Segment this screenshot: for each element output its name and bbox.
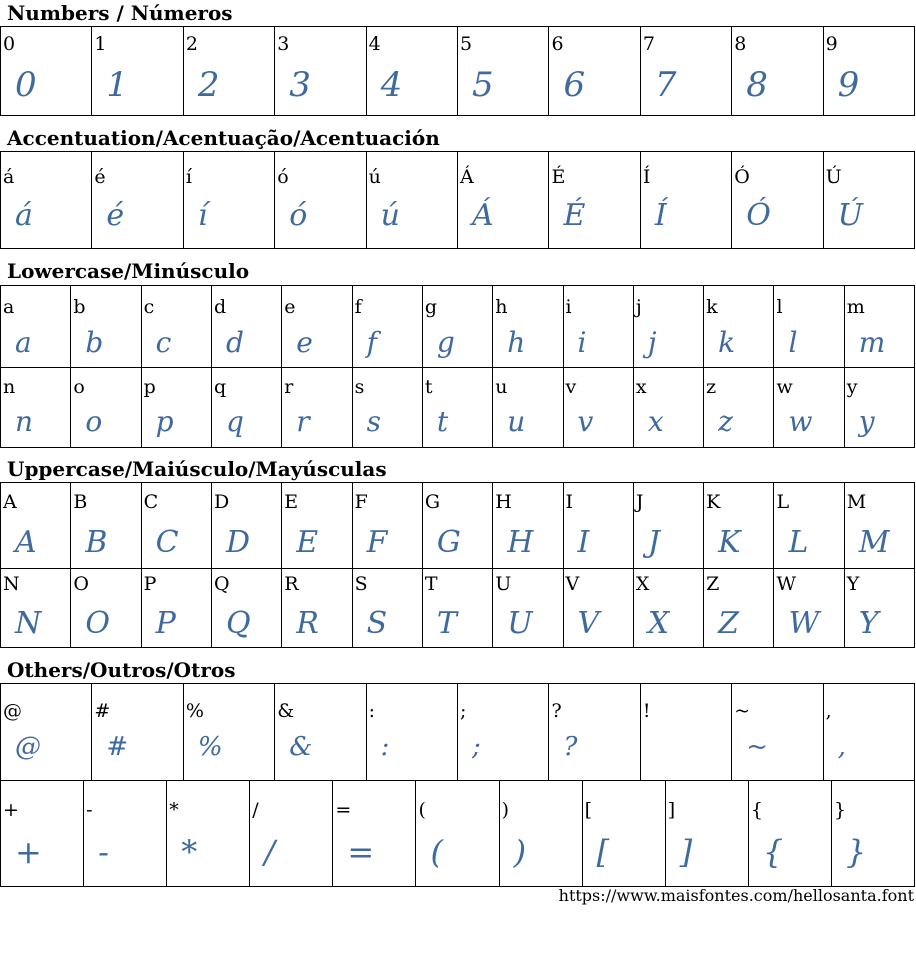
- glyph-cell: [423, 286, 493, 368]
- glyph-label: X: [635, 573, 650, 595]
- glyph-cell: [71, 568, 141, 648]
- glyph-cell: [641, 152, 732, 249]
- glyph-label: 6: [551, 33, 564, 55]
- glyph-sample: ?: [563, 732, 578, 762]
- glyph-cell: [493, 568, 563, 648]
- glyph-label: Y: [846, 573, 860, 595]
- glyph-sample: 3: [289, 65, 311, 105]
- glyph-cell: [564, 367, 634, 448]
- glyph-label: B: [73, 491, 88, 513]
- glyph-sample: É: [563, 198, 586, 233]
- glyph-label: -: [86, 799, 93, 821]
- glyph-label: ]: [667, 799, 676, 821]
- glyph-sample: ,: [837, 732, 846, 762]
- glyph-sample: r: [296, 405, 310, 438]
- glyph-cell: [774, 568, 844, 648]
- glyph-cell: [845, 568, 915, 648]
- glyph-label: S: [354, 573, 368, 595]
- glyph-cell: [212, 568, 282, 648]
- glyph-cell: [704, 568, 774, 648]
- glyph-label: w: [776, 376, 793, 398]
- glyph-cell: [142, 286, 212, 368]
- glyph-cell: [92, 27, 183, 116]
- glyph-sample: W: [788, 606, 820, 641]
- section-title-others: Others/Outros/Otros: [7, 658, 236, 682]
- glyph-sample: {: [762, 833, 784, 871]
- glyph-sample: Q: [225, 606, 251, 641]
- glyph-sample: g: [436, 326, 455, 359]
- others-grid-row-1: [0, 683, 915, 781]
- glyph-sample: Y: [858, 606, 879, 641]
- glyph-sample: /: [264, 833, 276, 871]
- glyph-cell: [353, 483, 423, 569]
- glyph-sample: P: [155, 606, 176, 641]
- glyph-cell: [416, 781, 499, 887]
- glyph-label: 5: [460, 33, 473, 55]
- glyph-cell: [493, 286, 563, 368]
- glyph-sample: V: [577, 606, 600, 641]
- glyph-cell: [500, 781, 583, 887]
- glyph-cell: [71, 286, 141, 368]
- glyph-cell: [774, 367, 844, 448]
- glyph-sample: +: [15, 833, 42, 871]
- glyph-cell: [564, 483, 634, 569]
- glyph-cell: [184, 27, 275, 116]
- glyph-sample: j: [647, 326, 657, 359]
- glyph-label: A: [3, 491, 17, 513]
- glyph-sample: U: [507, 606, 533, 641]
- glyph-cell: [92, 684, 183, 781]
- glyph-label: É: [551, 166, 566, 188]
- glyph-cell: [824, 27, 915, 116]
- glyph-label: I: [565, 491, 574, 513]
- glyph-cell: [704, 367, 774, 448]
- glyph-sample: d: [225, 326, 244, 359]
- glyph-cell: [634, 367, 704, 448]
- glyph-sample: q: [225, 405, 244, 438]
- glyph-cell: [275, 27, 366, 116]
- glyph-cell: [282, 367, 352, 448]
- glyph-cell: [564, 286, 634, 368]
- glyph-cell: [634, 286, 704, 368]
- glyph-label: @: [3, 700, 22, 722]
- glyph-cell: [458, 27, 549, 116]
- glyph-sample: s: [366, 405, 381, 438]
- glyph-cell: [774, 286, 844, 368]
- glyph-cell: [142, 367, 212, 448]
- glyph-sample: m: [858, 326, 886, 359]
- section-title-uppercase: Uppercase/Maiúsculo/Mayúsculas: [7, 457, 387, 481]
- glyph-cell: [493, 367, 563, 448]
- glyph-label: H: [495, 491, 512, 513]
- glyph-cell: [282, 286, 352, 368]
- glyph-cell: [423, 568, 493, 648]
- glyph-label: +: [3, 799, 19, 821]
- glyph-cell: [493, 483, 563, 569]
- glyph-label: P: [143, 573, 157, 595]
- glyph-cell: [845, 483, 915, 569]
- glyph-sample: Ú: [837, 198, 863, 233]
- glyph-label: k: [706, 296, 718, 318]
- glyph-label: Q: [213, 573, 230, 595]
- glyph-label: l: [776, 296, 783, 318]
- glyph-label: F: [354, 491, 368, 513]
- glyph-sample: M: [858, 525, 890, 560]
- glyph-cell: [749, 781, 832, 887]
- glyph-label: x: [635, 376, 647, 398]
- glyph-label: í: [185, 166, 192, 188]
- glyph-label: a: [3, 296, 15, 318]
- glyph-label: ): [501, 799, 509, 821]
- glyph-label: C: [143, 491, 159, 513]
- glyph-sample: :: [380, 732, 390, 762]
- glyph-cell: [71, 483, 141, 569]
- glyph-sample: b: [85, 326, 104, 359]
- glyph-sample: z: [718, 405, 733, 438]
- glyph-sample: i: [577, 326, 587, 359]
- glyph-label: {: [750, 799, 763, 821]
- glyph-sample: ;: [472, 732, 481, 762]
- glyph-sample: í: [197, 198, 208, 233]
- glyph-sample: S: [366, 606, 388, 641]
- glyph-cell: [1, 781, 84, 887]
- glyph-sample: n: [15, 405, 34, 438]
- glyph-label: *: [169, 799, 179, 821]
- glyph-label: p: [143, 376, 156, 398]
- glyph-cell: [71, 367, 141, 448]
- glyph-label: D: [213, 491, 230, 513]
- glyph-sample: t: [436, 405, 449, 438]
- glyph-cell: [212, 367, 282, 448]
- glyph-sample: 7: [654, 65, 677, 105]
- glyph-sample: ]: [679, 833, 693, 871]
- glyph-label: á: [3, 166, 15, 188]
- glyph-sample: l: [788, 326, 798, 359]
- glyph-cell: [732, 152, 823, 249]
- glyph-sample: [: [596, 833, 610, 871]
- glyph-cell: [250, 781, 333, 887]
- glyph-label: 7: [642, 33, 655, 55]
- glyph-sample: G: [436, 525, 461, 560]
- glyph-label: O: [73, 573, 89, 595]
- glyph-sample: @: [15, 732, 41, 762]
- glyph-sample: J: [647, 525, 660, 560]
- glyph-cell: [184, 684, 275, 781]
- glyph-cell: [704, 286, 774, 368]
- glyph-label: Z: [706, 573, 720, 595]
- glyph-label: 9: [825, 33, 838, 55]
- glyph-sample: }: [845, 833, 867, 871]
- glyph-sample: B: [85, 525, 108, 560]
- glyph-cell: [282, 568, 352, 648]
- glyph-sample: e: [296, 326, 313, 359]
- glyph-cell: [84, 781, 167, 887]
- glyph-cell: [641, 684, 732, 781]
- glyph-label: z: [706, 376, 717, 398]
- glyph-sample: R: [296, 606, 319, 641]
- glyph-label: /: [252, 799, 259, 821]
- glyph-label: é: [94, 166, 106, 188]
- glyph-label: Ó: [734, 166, 750, 188]
- glyph-cell: [583, 781, 666, 887]
- glyph-label: b: [73, 296, 86, 318]
- glyph-label: G: [424, 491, 441, 513]
- lowercase-grid-row-2: [0, 367, 915, 448]
- glyph-cell: [832, 781, 915, 887]
- glyph-label: o: [73, 376, 85, 398]
- section-title-accents: Accentuation/Acentuação/Acentuación: [7, 126, 440, 150]
- glyph-sample: x: [647, 405, 664, 438]
- glyph-sample: I: [577, 525, 590, 560]
- glyph-cell: [1, 27, 92, 116]
- glyph-cell: [353, 286, 423, 368]
- glyph-label: !: [642, 700, 651, 722]
- glyph-label: T: [424, 573, 438, 595]
- glyph-label: E: [284, 491, 299, 513]
- uppercase-grid-row-1: [0, 482, 915, 569]
- glyph-sample: A: [15, 525, 37, 560]
- glyph-cell: [142, 483, 212, 569]
- glyph-label: ~: [734, 700, 751, 722]
- glyph-sample: w: [788, 405, 813, 438]
- glyph-sample: X: [647, 606, 670, 641]
- glyph-sample: ú: [380, 198, 400, 233]
- glyph-label: %: [185, 700, 204, 722]
- glyph-sample: #: [106, 732, 129, 762]
- glyph-label: 4: [368, 33, 381, 55]
- glyph-cell: [732, 684, 823, 781]
- glyph-sample: f: [366, 326, 377, 359]
- glyph-cell: [704, 483, 774, 569]
- glyph-sample: C: [155, 525, 179, 560]
- glyph-label: 8: [734, 33, 747, 55]
- source-url: https://www.maisfontes.com/hellosanta.font: [558, 886, 914, 905]
- accents-grid: [0, 151, 915, 249]
- glyph-sample: ó: [289, 198, 308, 233]
- glyph-sample: %: [197, 732, 223, 762]
- glyph-cell: [549, 684, 640, 781]
- glyph-cell: [367, 152, 458, 249]
- glyph-label: 0: [3, 33, 16, 55]
- glyph-cell: [1, 152, 92, 249]
- glyph-label: f: [354, 296, 362, 318]
- glyph-label: &: [277, 700, 295, 722]
- glyph-label: m: [846, 296, 865, 318]
- glyph-cell: [634, 568, 704, 648]
- glyph-cell: [184, 152, 275, 249]
- glyph-label: [: [584, 799, 593, 821]
- glyph-label: y: [846, 376, 858, 398]
- glyph-label: r: [284, 376, 294, 398]
- glyph-cell: [845, 286, 915, 368]
- glyph-sample: h: [507, 326, 526, 359]
- glyph-label: 1: [94, 33, 107, 55]
- glyph-label: L: [776, 491, 790, 513]
- glyph-cell: [458, 152, 549, 249]
- glyph-label: e: [284, 296, 296, 318]
- glyph-cell: [367, 27, 458, 116]
- glyph-sample: 4: [380, 65, 403, 105]
- glyph-label: V: [565, 573, 580, 595]
- glyph-label: U: [495, 573, 512, 595]
- glyph-sample: 6: [563, 65, 586, 105]
- glyph-cell: [423, 483, 493, 569]
- glyph-cell: [549, 27, 640, 116]
- glyph-label: Í: [642, 166, 651, 188]
- glyph-cell: [564, 568, 634, 648]
- glyph-label: W: [776, 573, 796, 595]
- glyph-sample: ~: [746, 732, 769, 762]
- glyph-cell: [167, 781, 250, 887]
- glyph-label: R: [284, 573, 299, 595]
- glyph-label: u: [495, 376, 508, 398]
- glyph-cell: [1, 286, 71, 368]
- glyph-cell: [458, 684, 549, 781]
- glyph-cell: [1, 483, 71, 569]
- lowercase-grid-row-1: [0, 285, 915, 368]
- glyph-sample: Z: [718, 606, 739, 641]
- glyph-sample: 2: [197, 65, 220, 105]
- glyph-cell: [275, 152, 366, 249]
- glyph-label: }: [833, 799, 847, 821]
- glyph-label: N: [3, 573, 20, 595]
- glyph-label: q: [213, 376, 227, 398]
- glyph-cell: [353, 367, 423, 448]
- glyph-sample: Í: [654, 198, 667, 233]
- glyph-label: Ú: [825, 166, 842, 188]
- glyph-cell: [732, 27, 823, 116]
- glyph-label: ó: [277, 166, 289, 188]
- glyph-label: t: [424, 376, 433, 398]
- glyph-label: g: [424, 296, 438, 318]
- glyph-sample: F: [366, 525, 388, 560]
- glyph-sample: D: [225, 525, 250, 560]
- glyph-cell: [666, 781, 749, 887]
- glyph-cell: [845, 367, 915, 448]
- glyph-cell: [275, 684, 366, 781]
- glyph-sample: K: [718, 525, 741, 560]
- glyph-sample: 0: [15, 65, 37, 105]
- glyph-cell: [212, 286, 282, 368]
- glyph-cell: [92, 152, 183, 249]
- glyph-sample: 9: [837, 65, 860, 105]
- glyph-sample: c: [155, 326, 172, 359]
- glyph-sample: v: [577, 405, 594, 438]
- glyph-label: n: [3, 376, 16, 398]
- glyph-sample: =: [347, 833, 375, 871]
- glyph-cell: [212, 483, 282, 569]
- glyph-label: d: [213, 296, 227, 318]
- glyph-sample: 8: [746, 65, 768, 105]
- glyph-cell: [774, 483, 844, 569]
- glyph-sample: 5: [472, 65, 494, 105]
- uppercase-grid-row-2: [0, 568, 915, 648]
- glyph-label: Á: [460, 166, 474, 188]
- glyph-sample: u: [507, 405, 526, 438]
- section-title-lowercase: Lowercase/Minúsculo: [7, 259, 250, 283]
- glyph-sample: *: [181, 833, 198, 871]
- glyph-cell: [1, 684, 92, 781]
- glyph-label: J: [635, 491, 644, 513]
- glyph-label: ;: [460, 700, 467, 722]
- glyph-cell: [353, 568, 423, 648]
- glyph-label: h: [495, 296, 508, 318]
- glyph-cell: [1, 367, 71, 448]
- glyph-cell: [824, 152, 915, 249]
- glyph-sample: N: [15, 606, 42, 641]
- glyph-cell: [634, 483, 704, 569]
- glyph-label: ,: [825, 700, 832, 722]
- glyph-sample: T: [436, 606, 457, 641]
- glyph-cell: [142, 568, 212, 648]
- glyph-label: s: [354, 376, 365, 398]
- glyph-label: ?: [551, 700, 562, 722]
- glyph-label: =: [335, 799, 352, 821]
- glyph-sample: p: [155, 405, 174, 438]
- glyph-label: K: [706, 491, 721, 513]
- glyph-cell: [333, 781, 416, 887]
- glyph-label: j: [635, 296, 642, 318]
- glyph-cell: [549, 152, 640, 249]
- glyph-sample: Á: [472, 198, 494, 233]
- glyph-sample: ): [513, 833, 527, 871]
- glyph-sample: Ó: [746, 198, 771, 233]
- glyph-label: ú: [368, 166, 381, 188]
- glyph-label: #: [94, 700, 111, 722]
- glyph-sample: -: [98, 833, 109, 871]
- others-grid-row-2: [0, 780, 915, 887]
- glyph-sample: H: [507, 525, 534, 560]
- glyph-label: i: [565, 296, 572, 318]
- glyph-cell: [1, 568, 71, 648]
- glyph-sample: E: [296, 525, 319, 560]
- glyph-sample: L: [788, 525, 809, 560]
- glyph-sample: o: [85, 405, 103, 438]
- glyph-cell: [824, 684, 915, 781]
- glyph-label: M: [846, 491, 867, 513]
- section-title-numbers: Numbers / Números: [7, 1, 233, 25]
- numbers-grid: [0, 26, 915, 116]
- glyph-label: 3: [277, 33, 290, 55]
- glyph-label: (: [418, 799, 426, 821]
- glyph-label: 2: [185, 33, 198, 55]
- glyph-sample: y: [858, 405, 875, 438]
- glyph-cell: [423, 367, 493, 448]
- glyph-sample: (: [430, 833, 443, 871]
- glyph-sample: 1: [106, 65, 129, 105]
- glyph-sample: á: [15, 198, 33, 233]
- glyph-sample: é: [106, 198, 125, 233]
- glyph-cell: [367, 684, 458, 781]
- glyph-cell: [641, 27, 732, 116]
- glyph-sample: k: [718, 326, 736, 359]
- glyph-sample: &: [289, 732, 313, 762]
- glyph-label: :: [368, 700, 376, 722]
- glyph-cell: [282, 483, 352, 569]
- glyph-sample: O: [85, 606, 110, 641]
- glyph-sample: a: [15, 326, 32, 359]
- glyph-label: c: [143, 296, 155, 318]
- glyph-label: v: [565, 376, 577, 398]
